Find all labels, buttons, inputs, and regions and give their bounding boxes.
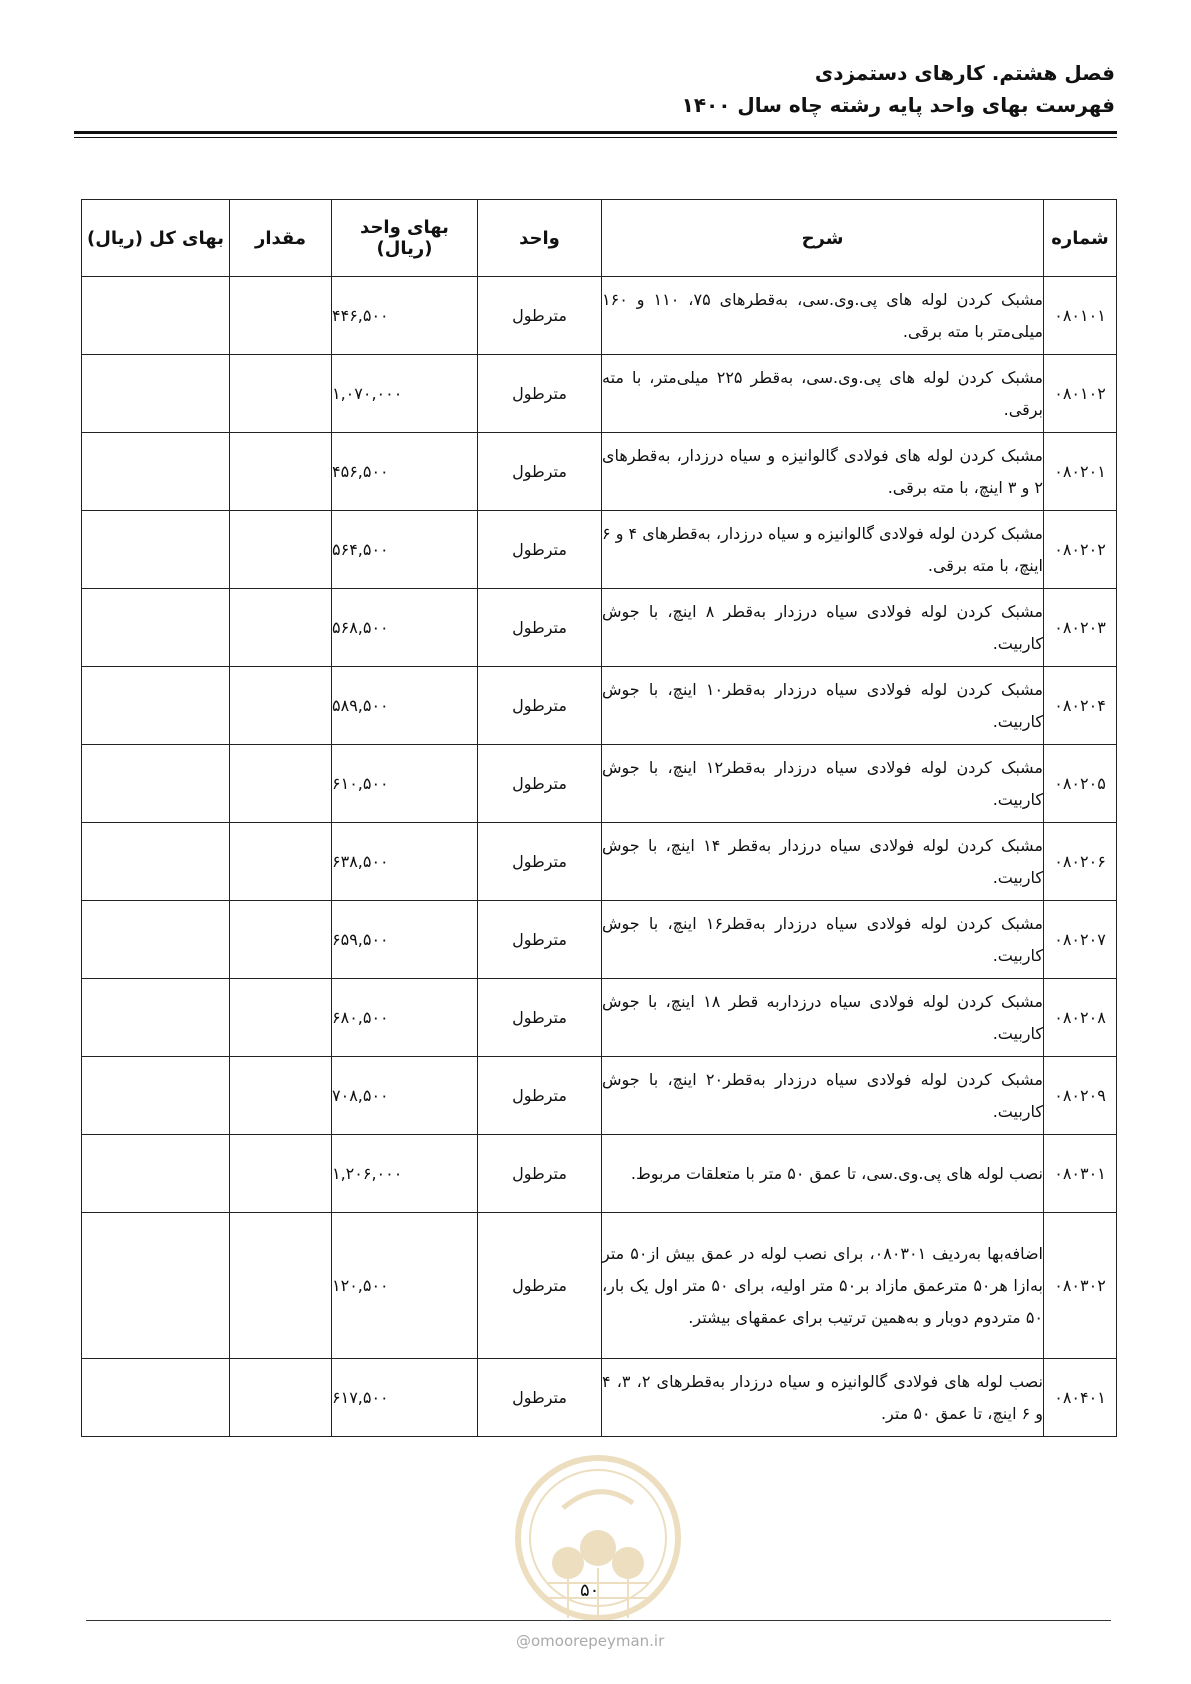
row-number: ۰۸۰۴۰۱ [1044,1359,1117,1437]
col-header-total: بهای کل (ریال) [82,200,230,277]
row-total [82,1057,230,1135]
row-unit-price: ۶۱۷,۵۰۰ [332,1359,478,1437]
row-quantity [230,433,332,511]
row-description: مشبک کردن لوله فولادی سیاه درزدار به‌قطر۱۰ اینچ، با جوش کاربیت. [602,667,1044,745]
row-unit: مترطول [478,433,602,511]
row-number: ۰۸۰۲۰۲ [1044,511,1117,589]
footer-rule [86,1620,1111,1621]
row-unit-price: ۵۸۹,۵۰۰ [332,667,478,745]
row-quantity [230,667,332,745]
row-description: مشبک کردن لوله فولادی سیاه درزداربه قطر ۱۸ اینچ، با جوش کاربیت. [602,979,1044,1057]
row-total [82,433,230,511]
col-header-number: شماره [1044,200,1117,277]
row-unit-price: ۴۵۶,۵۰۰ [332,433,478,511]
row-description: مشبک کردن لوله فولادی سیاه درزدار به‌قطر ۱۴ اینچ، با جوش کاربیت. [602,823,1044,901]
row-description: مشبک کردن لوله فولادی سیاه درزدار به‌قطر ۸ اینچ، با جوش کاربیت. [602,589,1044,667]
row-description: نصب لوله های فولادی گالوانیزه و سیاه درزدار به‌قطرهای ۲، ۳، ۴ و ۶ اینچ، تا عمق ۵۰ متر. [602,1359,1044,1437]
table-row [82,589,1117,667]
row-description: مشبک کردن لوله فولادی سیاه درزدار به‌قطر۲۰ اینچ، با جوش کاربیت. [602,1057,1044,1135]
row-number: ۰۸۰۲۰۷ [1044,901,1117,979]
row-number: ۰۸۰۱۰۲ [1044,355,1117,433]
row-unit-price: ۱۲۰,۵۰۰ [332,1213,478,1359]
row-unit: مترطول [478,355,602,433]
row-unit: مترطول [478,1057,602,1135]
row-unit: مترطول [478,667,602,745]
row-unit: مترطول [478,1213,602,1359]
row-quantity [230,589,332,667]
row-number: ۰۸۰۲۰۴ [1044,667,1117,745]
row-quantity [230,1057,332,1135]
header-rule-thick [74,131,1117,134]
row-unit: مترطول [478,589,602,667]
row-quantity [230,277,332,355]
row-number: ۰۸۰۲۰۹ [1044,1057,1117,1135]
col-header-unit-price [332,200,478,277]
row-quantity [230,1359,332,1437]
row-description: مشبک کردن لوله فولادی سیاه درزدار به‌قطر۱۲ اینچ، با جوش کاربیت. [602,745,1044,823]
row-description: مشبک کردن لوله های پی.وی.سی، به‌قطر ۲۲۵ میلی‌متر، با مته برقی. [602,355,1044,433]
col-header-unit: واحد [478,200,602,277]
row-number: ۰۸۰۲۰۱ [1044,433,1117,511]
row-description: مشبک کردن لوله فولادی گالوانیزه و سیاه درزدار، به‌قطرهای ۴ و ۶ اینچ، با مته برقی. [602,511,1044,589]
unit-price-currency: (ریال) [376,238,433,259]
table-row [82,1213,1117,1359]
row-quantity [230,511,332,589]
table-row [82,979,1117,1057]
row-description: نصب لوله های پی.وی.سی، تا عمق ۵۰ متر با متعلقات مربوط. [602,1135,1044,1213]
row-number: ۰۸۰۲۰۸ [1044,979,1117,1057]
row-description: مشبک کردن لوله های پی.وی.سی، به‌قطرهای ۷۵، ۱۱۰ و ۱۶۰ میلی‌متر با مته برقی. [602,277,1044,355]
row-unit: مترطول [478,745,602,823]
row-total [82,1135,230,1213]
row-unit-price: ۶۱۰,۵۰۰ [332,745,478,823]
row-unit-price: ۷۰۸,۵۰۰ [332,1057,478,1135]
row-unit-price: ۱,۲۰۶,۰۰۰ [332,1135,478,1213]
row-number: ۰۸۰۳۰۱ [1044,1135,1117,1213]
row-quantity [230,1135,332,1213]
row-quantity [230,979,332,1057]
row-number: ۰۸۰۱۰۱ [1044,277,1117,355]
row-description: مشبک کردن لوله های فولادی گالوانیزه و سیاه درزدار، به‌قطرهای ۲ و ۳ اینچ، با مته برقی. [602,433,1044,511]
row-unit-price: ۱,۰۷۰,۰۰۰ [332,355,478,433]
row-unit: مترطول [478,1135,602,1213]
row-number: ۰۸۰۲۰۵ [1044,745,1117,823]
row-total [82,745,230,823]
table-row [82,901,1117,979]
row-unit-price: ۴۴۶,۵۰۰ [332,277,478,355]
row-number: ۰۸۰۲۰۳ [1044,589,1117,667]
table-row [82,433,1117,511]
col-header-quantity: مقدار [230,200,332,277]
row-unit-price: ۶۵۹,۵۰۰ [332,901,478,979]
row-total [82,277,230,355]
row-total [82,1213,230,1359]
table-row [82,1359,1117,1437]
table-row [82,1135,1117,1213]
row-total [82,901,230,979]
row-quantity [230,901,332,979]
row-description: اضافه‌بها به‌ردیف ۰۸۰۳۰۱، برای نصب لوله در عمق بیش از۵۰ متر به‌ازا هر۵۰ مترعمق مازاد بر۵۰ متر اولیه، برای ۵۰ متر اول یک بار، ۵۰ متردوم دوبار و به‌همین ترتیب برای عمقهای بیشتر. [602,1213,1044,1359]
chapter-title: فصل هشتم. کارهای دستمزدی [814,61,1115,85]
table-row [82,511,1117,589]
row-quantity [230,1213,332,1359]
row-unit: مترطول [478,511,602,589]
row-unit: مترطول [478,823,602,901]
list-title: فهرست بهای واحد پایه رشته چاه سال ۱۴۰۰ [681,93,1115,117]
row-unit-price: ۵۶۸,۵۰۰ [332,589,478,667]
col-header-description: شرح [602,200,1044,277]
page-header [75,58,1115,120]
table-row [82,745,1117,823]
row-total [82,511,230,589]
row-quantity [230,745,332,823]
row-description: مشبک کردن لوله فولادی سیاه درزدار به‌قطر۱۶ اینچ، با جوش کاربیت. [602,901,1044,979]
row-unit-price: ۶۳۸,۵۰۰ [332,823,478,901]
row-unit: مترطول [478,979,602,1057]
table-header-row [82,200,1117,277]
unit-price-label: بهای واحد [360,217,449,238]
table-row [82,667,1117,745]
row-number: ۰۸۰۲۰۶ [1044,823,1117,901]
row-unit-price: ۵۶۴,۵۰۰ [332,511,478,589]
footer-site: @omoorepeyman.ir [516,1632,665,1650]
row-quantity [230,823,332,901]
table-row [82,277,1117,355]
row-total [82,979,230,1057]
row-total [82,667,230,745]
row-total [82,355,230,433]
table-row [82,823,1117,901]
watermark-seal [508,1448,688,1648]
page-number: ۵۰ [580,1580,600,1601]
row-total [82,823,230,901]
row-total [82,589,230,667]
price-table [81,199,1117,1437]
row-unit-price: ۶۸۰,۵۰۰ [332,979,478,1057]
row-quantity [230,355,332,433]
header-rule-thin [74,137,1117,138]
row-unit: مترطول [478,1359,602,1437]
table-row [82,355,1117,433]
row-total [82,1359,230,1437]
row-unit: مترطول [478,901,602,979]
row-number: ۰۸۰۳۰۲ [1044,1213,1117,1359]
table-row [82,1057,1117,1135]
row-unit: مترطول [478,277,602,355]
